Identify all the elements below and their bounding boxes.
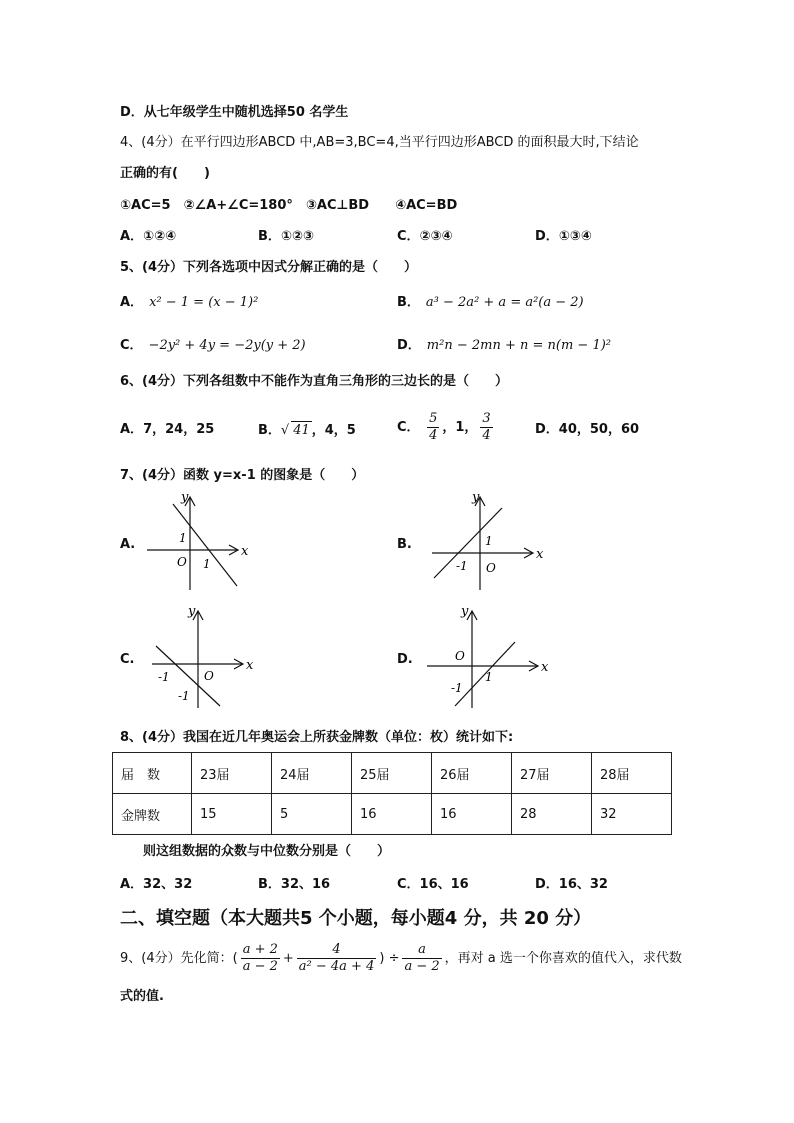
q9-prefix: 9、(4分）先化简：( [120, 951, 238, 966]
q4-option-a: A．①②④ [120, 229, 177, 244]
table-cell: 27届 [512, 753, 592, 794]
q4-stem-line1: 4、(4分）在平行四边形ABCD 中,AB=3,BC=4,当平行四边形ABCD 的面积最大时,下结论 [120, 135, 639, 150]
table-cell: 16 [352, 794, 432, 835]
q5-stem: 5、(4分）下列各选项中因式分解正确的是（ ） [120, 260, 418, 275]
q7-graph-a-line [173, 504, 237, 586]
q5-option-c: C． −2y² + 4y = −2y(y + 2) [120, 338, 306, 353]
table-cell: 26届 [432, 753, 512, 794]
table-cell: 16 [432, 794, 512, 835]
q7-label-a: A. [120, 537, 136, 552]
q7-graph-b [430, 490, 545, 595]
q7-graph-b-tick-y: 1 [485, 534, 493, 548]
q6-a-value: 7，24，25 [143, 422, 215, 437]
q8-option-c: C．16、16 [397, 877, 469, 892]
q6-option-c: C． $\frac{5}{4}$ ，1， $\frac{3}{4}$ [397, 411, 491, 443]
q9-fraction-2: $\frac{4}{\text{a² − 4a + 4}}$ [298, 942, 375, 974]
q7-graph-c-origin: O [204, 669, 214, 683]
table-row [113, 753, 672, 794]
table-cell: 32 [592, 794, 672, 835]
table-cell: 28 [512, 794, 592, 835]
q5-d-formula: m²n − 2mn + n = n(m − 1)² [426, 338, 612, 353]
q6-b-radicand: 41 [293, 423, 310, 438]
q9-div: ) ÷ [379, 951, 400, 966]
q7-graph-c [150, 604, 260, 712]
q4-stem-line2: 正确的有( ) [120, 166, 210, 181]
q6-option-b: B．√ 41 ，4，5 [258, 423, 356, 438]
q7-graph-a [145, 490, 255, 595]
table-cell: 24届 [272, 753, 352, 794]
table-cell: 5 [272, 794, 352, 835]
q6-option-a: A．7，24，25 [120, 422, 215, 437]
q7-graph-d-origin: O [455, 649, 465, 663]
q5-option-d: D． m²n − 2mn + n = n(m − 1)² [397, 338, 612, 353]
table-header-cell: 届 数 [113, 753, 192, 794]
q9-stem-line2: 式的值. [120, 989, 164, 1004]
q6-option-d: D．40，50，60 [535, 422, 640, 437]
q7-graph-c-y: y [188, 604, 196, 619]
q7-graph-a-tick-y: 1 [179, 531, 187, 545]
table-row [113, 794, 672, 835]
q7-graph-c-tick-y: -1 [178, 689, 190, 703]
q7-graph-d [425, 604, 550, 712]
q6-stem: 6、(4分）下列各组数中不能作为直角三角形的三边长的是（ ） [120, 374, 509, 389]
q4-statements: ①AC=5 ②∠A+∠C=180° ③AC⊥BD ④AC=BD [120, 198, 458, 213]
q5-option-a: A． x² − 1 = (x − 1)² [120, 295, 259, 310]
q9-suffix: ，再对 a 选一个你喜欢的值代入，求代数 [444, 951, 682, 966]
q7-graph-a-origin: O [177, 555, 187, 569]
q7-graph-d-y: y [461, 604, 469, 619]
q7-graph-b-x: x [536, 547, 544, 562]
q6-d-value: 40，50，60 [558, 422, 640, 437]
q5-option-b: B． a³ − 2a² + a = a²(a − 2) [397, 295, 584, 310]
q7-graph-b-y: y [472, 490, 480, 505]
q9-plus: + [282, 951, 294, 966]
q4-option-b: B．①②③ [258, 229, 314, 244]
table-cell: 15 [192, 794, 272, 835]
q6-b-rest: ，4，5 [311, 423, 356, 438]
table-header-cell: 金牌数 [113, 794, 192, 835]
q7-graph-a-x: x [241, 544, 249, 559]
q8-stem: 8、(4分）我国在近几年奥运会上所获金牌数（单位：枚）统计如下: [120, 730, 514, 745]
q3-option-d: D．从七年级学生中随机选择50 名学生 [120, 105, 349, 120]
table-cell: 25届 [352, 753, 432, 794]
q6-c-mid: ，1， [442, 420, 478, 435]
section-title-fill-in: 二、填空题（本大题共5 个小题，每小题4 分，共 20 分） [120, 908, 592, 929]
q4-option-d: D．①③④ [535, 229, 592, 244]
q7-label-d: D. [397, 652, 413, 667]
q6-c-fraction-1: $\frac{5}{4}$ [429, 411, 438, 443]
q7-graph-b-tick-x: -1 [456, 559, 468, 573]
table-cell: 23届 [192, 753, 272, 794]
q7-graph-d-tick-y: -1 [451, 681, 463, 695]
q8-option-d: D．16、32 [535, 877, 608, 892]
q7-graph-d-x: x [541, 660, 549, 675]
q7-graph-b-origin: O [486, 561, 496, 575]
q7-stem: 7、(4分）函数 y=x-1 的图象是（ ） [120, 468, 365, 483]
q5-a-formula: x² − 1 = (x − 1)² [149, 295, 259, 310]
q7-label-c: C. [120, 652, 135, 667]
q8-option-a: A．32、32 [120, 877, 193, 892]
q8-medal-table [112, 752, 672, 835]
q7-graph-c-x: x [246, 658, 254, 673]
q5-b-formula: a³ − 2a² + a = a²(a − 2) [425, 295, 584, 310]
q7-graph-a-y: y [181, 490, 189, 505]
q8-question: 则这组数据的众数与中位数分别是（ ） [143, 844, 391, 859]
q5-c-formula: −2y² + 4y = −2y(y + 2) [148, 338, 306, 353]
q9-fraction-1: $\frac{a + 2}{a - 2}$ [242, 942, 278, 974]
q6-c-fraction-2: $\frac{3}{4}$ [482, 411, 491, 443]
q9-stem-line1 [120, 942, 682, 975]
q8-option-b: B．32、16 [258, 877, 331, 892]
q7-graph-a-tick-x: 1 [203, 557, 211, 571]
q7-graph-c-tick-x: -1 [158, 670, 170, 684]
q4-option-c: C．②③④ [397, 229, 453, 244]
table-cell: 28届 [592, 753, 672, 794]
q7-graph-d-tick-x: 1 [485, 670, 493, 684]
q7-label-b: B. [397, 537, 412, 552]
q9-fraction-3: $\frac{a}{a - 2}$ [404, 942, 440, 974]
